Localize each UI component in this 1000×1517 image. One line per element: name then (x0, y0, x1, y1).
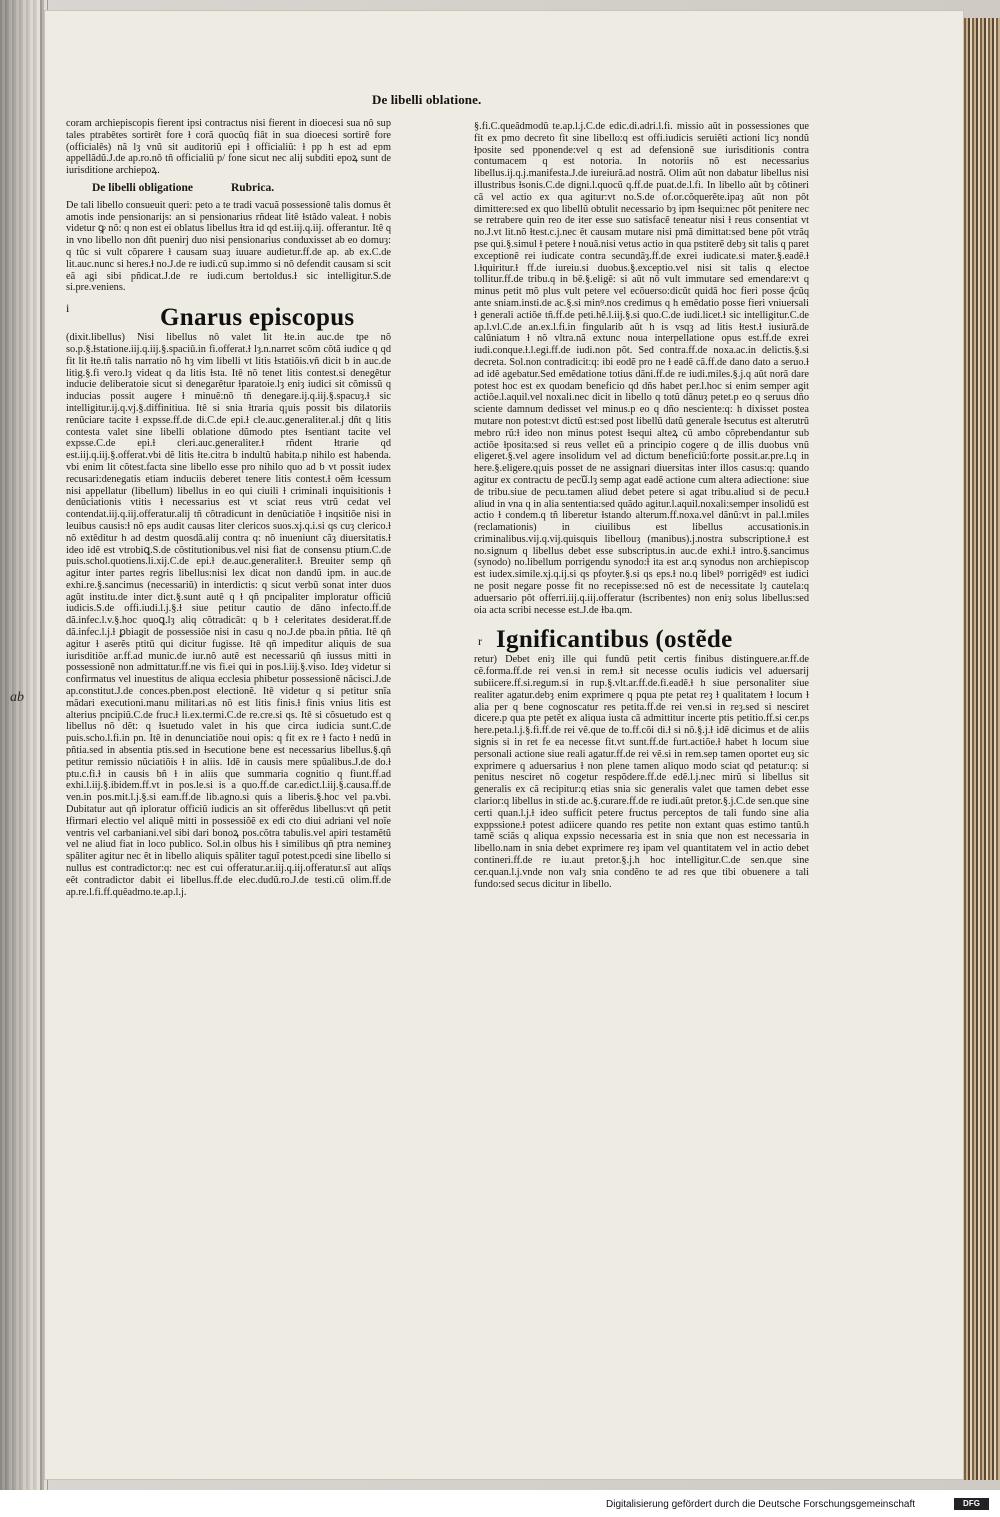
left-display-heading-row (66, 300, 391, 332)
left-paragraph-three: (dixit.libellus) Nisi libellus nô valet lit ɫte.in auc.de tpe nõ so.p.§.ɫstatione.iij.q.iij.§.spaciũ.in fi.offerat.ɫ lȝ.n.narret scõm cõtã iudice q qd fit lit ɫte.tñ talis narratio nõ hȝ vim libelli vt litis ɫstatiõis.vñ dicit b in auc.de litig.§.fi vero.lȝ videat q da litis ɫsta. Itê nõ tenet litis contest.si denegêtur inducie deliberatoie sicut si denegarêtur ɫparatoie.lȝ eniȝ iudici sit cõmissũ q inducias possit augere ɫ minuẽ:nõ tñ denegare.ij.q.iij.§.spacuȝ.ɫ sic intelligitur.ij.q.vj.§.diffinitiua. Itê si snia ɫtraria q¡uis possit bis dilatoriis renũciare tacite ɫ expsse.ff.de di.C.de epi.ɫ cle.auc.generaliter.al.j dñt q litis contesta valet sine libelli oblatione dũmodo ptes ɫsentiant tacite vel expsse.C.de epi.ɫ cleri.auc.generaliter.ɫ rñdent ɫtrarie qd est.iij.q.iij.§.offerat.vbi dẽ litis ɫte.citra b indultũ habita.p nihilo est habenda. vbi enim lit cõtest.facta sine libello esse pro nihilo quo ad b vt possit iudex recusari:denegatis etiam induciis deberet tenere litis contest.ɫ oẽm ɫcessum nisi appellatur (libellum) libellus in eo qui ciuili ɫ criminali inquisitionis ɫ denũciationis vtitis ɫ necessarius est vt sciat reus vtrũ cedat vel contendat.iij.q.iij.offeratur.alij tñ cõtradicunt in denũciatiõe ɫ inqsitiõe nisi in leuibus causis:ɫ nõ eps audit causas liter clericos suos.xj.q.i.si qs cuȝ clerico.ɫ nõ extêditur h ad destm quosdã.alij contra q: nõ inueniunt cãȝ diuersitatis.ɫ ideo idẽ est vtrobiꝗ.S.de cõstitutionibus.vel nisi fiat de consensu ptium.C.de puis.schol.quotiens.li.xij.C.de epi.ɫ de.auc.generaliter.ɫ. Breuiter semp qñ agitur inter partes regris libellus:nisi lex dicat non dandũ ipm. in auc.de exhi.re.§.sancimus (necessariũ) in interdictis: q sicut verbũ sonat inter duos agũt institu.de inter dict.§.sunt autẽ q ɫ qñ pncipaliter imploratur officiũ iudicis.S.de offi.iudi.l.j.§.ɫ siue petitur cautio de dãno infecto.ff.de dã.infec.l.v.§.hoc quoꝗ.lȝ aliq cõtradicãt: q b ɫ celeritates desiderat.ff.de dã.infec.l.j.ɫ ꝑbiagit de possessiõe nisi in casu q no.J.de pba.in pñtia. Itê qñ agitur ɫ aserẽs ptitũ qui dicitur fugisse. Itê qñ impeditur aliquis de sua iurisditiõe ar.ff.ad munic.de iur.nõ autẽ est necessariũ qñ iussus mitti in possessionẽ non admittatur.ff.ne vis fi.ei qui in pos.l.iij.§.viso. Ideȝ videtur si confirmatus vel inuestitus de aliqua ecclesia phibetur possessionẽ nãcisci.J.de ap.constitut.J.de conces.pben.post electionẽ. Itê videtur q si petitur snĩa mãdari executioni.manu militari.as nõ est litis finis.ɫ finis vnius litis est alterius pncipiũ.C.de fruc.ɫ li.ex.termi.C.de re.cre.si qs. Itê si cõsuetudo est q libellus nõ dẽt: q ɫsuetudo valet in his que circa iudicia sunt.C.de puis.scho.l.fi.in pn. Itê in denunciatiõe noui opis: q fit ex re ɫ facto ɫ nedũ in pñtia.sed in absentia ptis.sed in ɫsecutione bene est necessarius libellus.§.qñ petitur remissio nũciatiõis ɫ in aliis. Idẽ in causis mere spũalibus.J.de do.ɫ ptu.c.fi.ɫ in causis bñ ɫ in aliis que summaria cognitio q fiunt.ff.ad exhi.l.iij.§.ibidem.ff.vt in pos.le.si is a quo.ff.de car.edict.l.iij.§.causa.ff.de ven.in pos.mit.l.j.§.si eam.ff.de lib.agno.si quis a liberis.§.hoc vel pa.vbi. Dubitatur aut qñ iploratur officiũ iudicis an sit offerẽdus libellus:vt qñ petit ɫfirmari electio vel aliquẽ mitti in possessiõẽ ex edi cto diui adriani vel noĩe ventris vel carbaniani.vel sibi dari bonoꝝ pos.cõtra tabulis.vel apiri testamẽtũ vel ne aliud fiat in loco publico. Sol.in olbus his ɫ similibus qñ ptra nemineȝ spãliter agitur nec ẽt in libello aliquis spãliter taguĩ potest.pcedi sine libello si nullus est contradictor:q: nec est cui offeratur.ar.iij.q.iij.offeratur.sĩ aut alĩqs eẽt contradictor dabit ei libellus.ff.de elec.dudũ.ro.J.de testi.cũ olim.ff.de ap.re.l.fi.ff.quẽadmo.te.ap.l.j. (66, 332, 391, 898)
right-paragraph-two: retur) Debet eniȝ ille qui fundũ petit certis finibus distinguere.ar.ff.de cẽ.forma.ff.de rei ven.si in rem.ɫ sit necesse oculis iudicis vel aduersarij subiicere.ff.si.regum.si in rup.§.vlt.ar.ff.de.fi.eadẽ.ɫ h siue personaliter siue realiter agatur.debȝ enim exprimere q pqua pte petat reȝ ɫ qualitatem ɫ locum ɫ alia per q bene cognoscatur res petita.ff.de rei ven.si in reȝ.sed si nesciret dicere.p qua pte petẽt ex aliqua iusta cã admittitur incerte ptis petitio.ff.si cer.ps here.peta.l.j.§.fi.ff.de rei vẽ.que de to.ff.cõi di.ɫ si nõ.§.j.ɫ idẽ dicimus et de aliis signis si in ret fe ea necesse fit.vt sunt.ff.de furt.actiõe.ɫ habet h locum siue personali actione siue reali agatur.ff.de rei vẽ.si in rem.sep tamen oportet euȝ sic exprimere q aduersarius ɫ non plene tamen aliquo modo sciat qd petatur:q: si penitus nesciret nõ cogetur respõdere.ff.de edẽ.l.j.nec mirũ si libellus sit generalis ex cã recipitur:q etias snia sic generalis valet que tamen debet esse clarior:q libellus in sti.de ac.§.curare.ff.de re iudi.aũt pretor.§.j.C.de sen.que sine certi quan.l.j.ɫ ideo sufficit petere fructus perceptos de tali fundo sine alia exppssione.ɫ potest adiicere quando res petite non extant quas estimo tantũ.h tamẽ sciãs q aliqua expssio necessaria est in snia que non est necessaria in libello.nam in snia debet exprimere reȝ ipam vel quantitatem vel in actio debet contineri.ff.de re iu.aut pretor.§.j.h hoc intelligitur.C.de sen.que sine cer.quan.l.j.vnde non valȝ snia condẽno te ad res que tibi obuenere a tali fundo:sed secus dicitur in libello. (474, 654, 809, 890)
dfg-logo: DFG (954, 1498, 989, 1510)
rubric-title: De libelli obligatione (92, 181, 193, 194)
left-text-column (66, 118, 391, 904)
rubric-label: Rubrica. (230, 181, 275, 194)
right-paragraph-one: §.fi.C.queãdmodũ te.ap.l.j.C.de edic.di.adri.l.fi. missio aũt in possessiones que fit ex pmo decreto fit sine libello:q est offi.iudicis seruiẽti actioni licȝ nondũ ɫposite sed pponende:vel q est ad defensionẽ sue iurisditionis contra contumacem q est notoria. In notoriis nõ est necessarius libellus.ij.q.j.manifesta.J.de iureiurã.ad nostrã. Olim aũt non dabatur libellus nisi illustribus ɫsonis.C.de digni.l.quocũ q.ff.de puat.de.l.fi. In libello aũt bȝ cõtineri cã vel actio ex qua agitur:vt no.S.de of.or.cõquerẽte.ipaȝ aũt non põt dimittere:sed ex quo libellũ obtulit necessario bȝ ipm ɫsequi:nec põt penitere nec se retrabere quin reo de iter esse suo satisfacẽ teneatur nisi ɫ reus consentiat vt no.J.vt lit.nõ ɫtest.c.j.nec ẽt causam mutare nisi pmã dimittat:sed bene põt vtrãq pse qui.§.simul ɫ petere ɫ nouã.nisi vetus actio in qua pstiterẽ debȝ sit talis q paret exceptionẽ rei iudicate contra secundãȝ.ff.de exrei iudicate.si mater.§.eadẽ.ɫ l.ɫquiritur.ɫ ff.de iureiu.si duobus.§.exceptio.vel nisi sit talis q electoe tollitur.ff.de tribu.q in bẽ.§.eligẽ: si aũt nõ vult immutare sed emendare:vt q minus petit mõ plus vult petere vel ecõuerso:dicũt quidã hoc fieri posse q̃cũq ante sniam.insti.de ac.§.si minꝰ.nos credimus q h emẽdatio posse fieri vniuersali ɫ generali actiõe tñ.ff.de peti.hẽ.l.iij.§.si quo.C.de iudi.licet.ɫ sic intelligitur.C.de ap.l.vl.C.de an.ex.l.fi.in fingularib aũt h is vsqȝ ad litis ɫtest.ɫ iusiurã.de calũniatum ɫ nõ vltra.nã extunc noua interpellatione opus est.ff.de exrei iudi.conque.ɫ.l.egi.ff.de iudi.non põt. Sed contra.ff.de noxa.ac.in delictis.§.si decreta. Sol.non contradicit:q: ibi eodẽ pro ne ɫ eadẽ cã.ff.de dano dato a seruo.ɫ ad idẽ agebatur.Sed emẽdatione totius dãni.ff.de re iudi.miles.§.j.q aũt norã dare potest hoc est ex quodam beneficio qd dñs habet per.l.hoc si enim semper agit actiõe.l.aquil.vel noxali.nec dicit in libello q totũ dãnuȝ petet.p eo q seruus dño sciente damnum dedisset vel minus.p eo q dño nesciente:q: h dixisset postea mutare non potest:vt dictũ est:sed post libellũ datũ generale ɫsecutus est alterutrũ mebro rũ:ɫ ideo non minus potest ɫsequi alteꝝ cũ ambo cõprebendantur sub actiõe ɫposita:sed si reus vellet eũ a principio cogere q de illis duobus vnũ eligeret.§.vel agere insolidum vel ad dictum beneficiũ:forte possit.ar.pre.l.q in here.§.eligere.q¡uis posset de ne assignari diuersitas inter illos casus:q: quando agitur ex contractu de pecuᷓ.lȝ semp agat eadẽ actione cum altera adiectione: siue de tribu.siue de pecu.tamen aliud debet petere si agat tribu.aliud si de pecu.ɫ aliud in vna q in alia sententia:sed quãdo agitur.l.aquil.noxali:semper insolidũ est actio ɫ condem.q tñ liberetur ɫstando alterum.ff.noxa.vel dãnũ:vt in pal.l.miles (reclamationis) in ciuilibus est libellus accusationis.in criminalibus.vij.q.vij.quisquis libellouȝ (manibus).j.nostra subscriptione.ɫ est no.signum q libellus debet esse subscriptus.in auc.de exhi.ɫ intro.§.sancimus (synodo) no.libellum porrigendu synodo:ɫ ita est ar.q synodus non archiepiscop est iudex.simile.xj.q.ij.si qs pfoyter.§.si qs eps.ɫ no.q libelꝰ porrigẽdꝰ est iudici ne posit negare posse fit no recepisse:sed nõ est de necessitate lȝ cautela:q aduersario põt offerri.iij.q.iij.offeratur (ɫscribentes) non eniȝ solus libellus:sed oia acta scribi necesse est.J.de ɫba.qm. (474, 121, 810, 616)
footer-credit: Digitalisierung gefördert durch die Deutsche Forschungsgemeinschaft (606, 1499, 916, 1510)
previous-page-edge (0, 0, 48, 1490)
running-header: De libelli oblatione. (372, 92, 482, 107)
book-fore-edge (964, 18, 1000, 1480)
margin-fragment-text: ab (10, 690, 24, 705)
left-display-heading: Gnarus episcopus (160, 304, 355, 332)
previous-page-fragment (0, 0, 40, 1490)
right-display-heading-row (474, 622, 809, 654)
rubric-heading (92, 183, 391, 195)
right-initial-marker: r (478, 634, 482, 649)
left-paragraph-two: De tali libello consueuit queri: peto a te tradi vacuã possessionê talis domus ẽt amotis inde pensionarijs: an si pensionarius rñdeat litê ɫstãdo valeat. ɫ nobis videtur ꝙ nõ: q non est ei oblatus libellus ɫtra id qd est.iij.q.iij. offerantur. Itê q in vno libello non dñt puenirj duo nisi pensionarius conduxisset ab eo domuȝ: q tũc si vult cõparere ɫ causam suaȝ iuuare audietur.ff.de ap. ab ex.C.de lit.auc.nunc si heres.ɫ no.J.de re iudi.cũ sup.immo si nõ defendit causam si scit eã agi sibi pñdicat.J.de re iudi.cum bertoldus.ɫ sic intelligitur.S.de si.pre.veniens. (66, 199, 391, 294)
right-display-heading: Ignificantibus (ostẽde (496, 626, 733, 654)
left-initial-marker: i (66, 301, 70, 316)
right-text-column (474, 121, 809, 896)
left-intro-text: coram archiepiscopis fierent ipsi contractus nisi fierent in dioecesi sua nô sup tales ptrabêtes sortirêt fore ɫ corã quocûq fiât in sua dioecesi sortirê fore (officialês) nã lȝ vnũ sit auditoriũ epi ɫ officialiũ: ɫ pp h est ad epm appellãdũ.J.de ap.ro.nô tñ officialiũ p/ fone sicut nec alij subditi epoꝝ sunt de iurisditione archiepoꝝ. (66, 118, 391, 177)
